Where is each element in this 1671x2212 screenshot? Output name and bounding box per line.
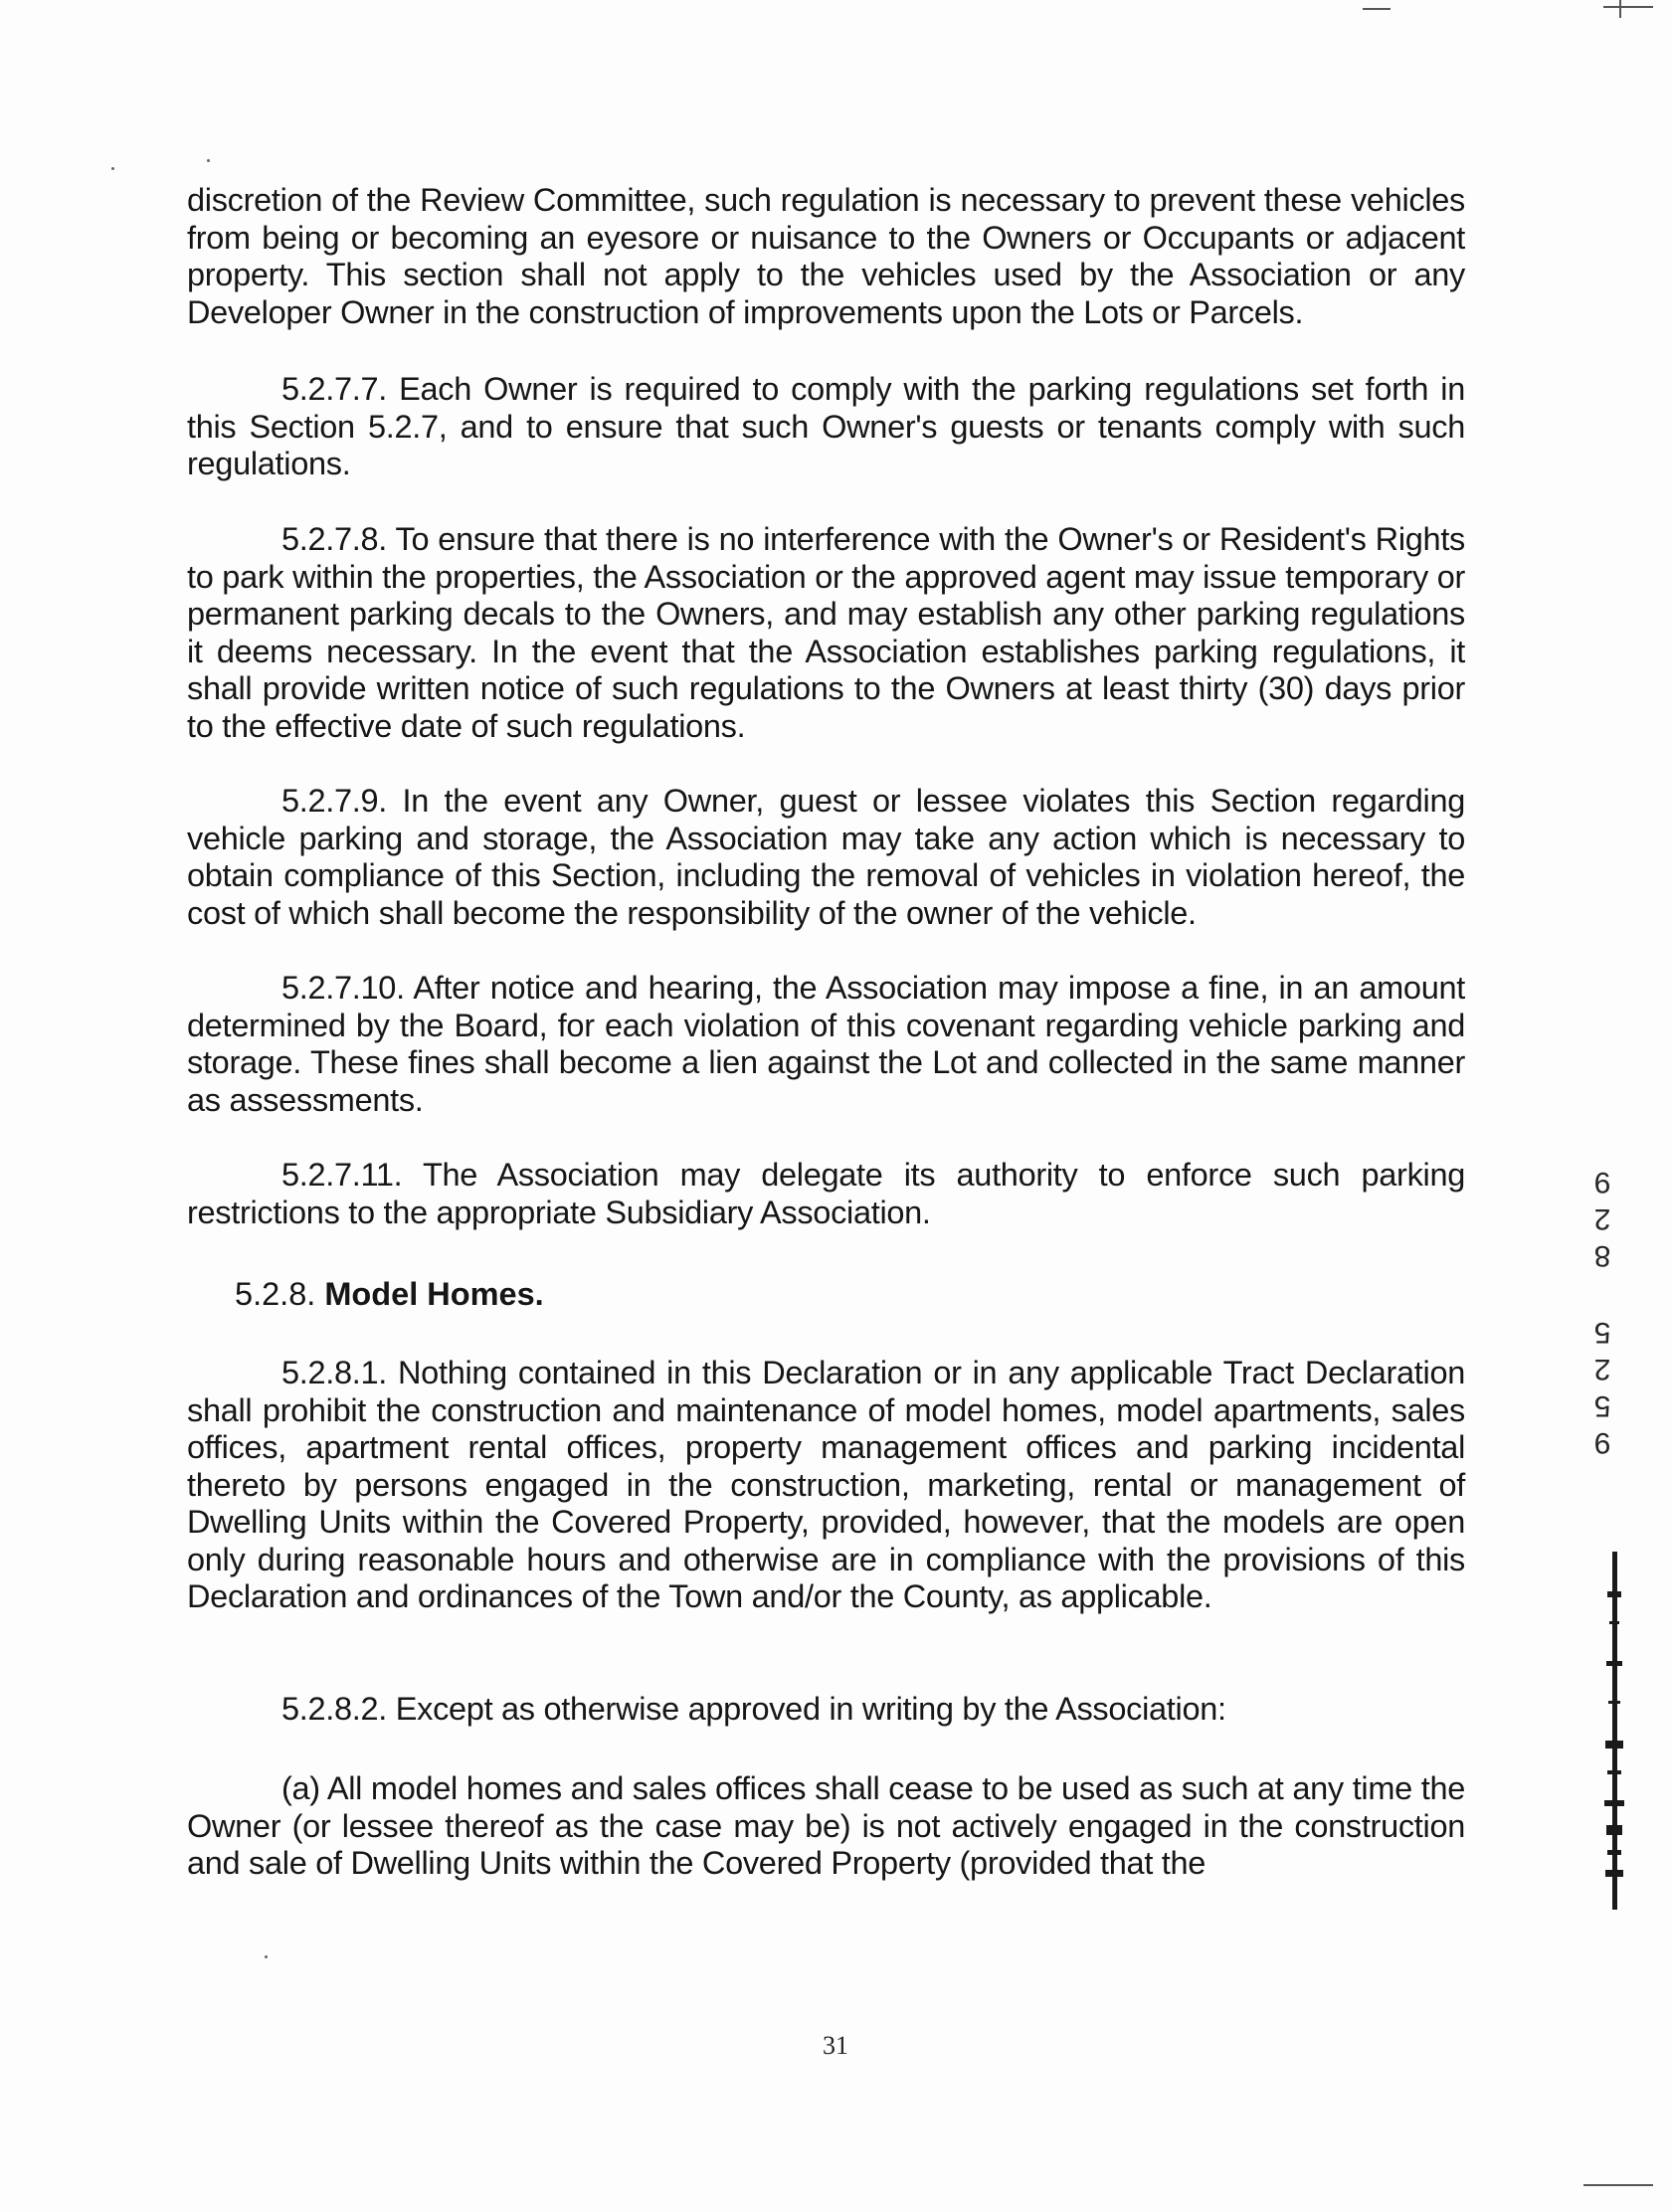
paragraph-text: 5.2.7.11. The Association may delegate its authority to enforce such parking restrictions to the appropriate Subsidiary Association. (187, 1157, 1465, 1230)
paragraph-5-2-7-9 (187, 783, 1465, 932)
stamp-digit: 2 (1593, 1353, 1611, 1385)
paragraph-text: discretion of the Review Committee, such regulation is necessary to prevent these vehicles from being or becoming an eyesore or nuisance to the Owners or Occupants or adjacent property. This section shall not apply to the vehicles used by the Association or any Developer Owner in the construction of improvements upon the Lots or Parcels. (187, 182, 1465, 330)
scan-mark (1583, 2184, 1653, 2186)
paragraph-5-2-7-11 (187, 1157, 1465, 1231)
stamp-digit: 5 (1593, 1316, 1611, 1349)
section-heading-model-homes (235, 1275, 544, 1313)
scan-mark (1603, 6, 1653, 8)
paragraph-5-2-8-1 (187, 1355, 1465, 1616)
paragraph-text: 5.2.8.2. Except as otherwise approved in writing by the Association: (281, 1691, 1226, 1727)
paragraph-5-2-8-2 (187, 1691, 1465, 1729)
scan-speck (265, 1955, 268, 1958)
paragraph-text: 5.2.7.10. After notice and hearing, the Association may impose a fine, in an amount determined by the Board, for each violation of this covenant regarding vehicle parking and storage. These fines shall become a lien against the Lot and collected in the same manner as assessments. (187, 970, 1465, 1118)
scan-mark (1619, 0, 1621, 18)
paragraph-text: 5.2.7.7. Each Owner is required to comply with the parking regulations set forth in this Section 5.2.7, and to ensure that such Owner's guests or tenants comply with such regulations. (187, 371, 1465, 481)
margin-barcode (1601, 1552, 1627, 1910)
paragraph-text: 5.2.7.9. In the event any Owner, guest or lessee violates this Section regarding vehicle parking and storage, the Association may take any action which is necessary to obtain compliance of this Section, including the removal of vehicles in violation hereof, the cost of which shall become the responsibility of the owner of the vehicle. (187, 783, 1465, 931)
paragraph-text: 5.2.8.1. Nothing contained in this Declaration or in any applicable Tract Declaration shall prohibit the construction and maintenance of model homes, model apartments, sales offices, apartment rental offices, property management offices and parking incidental thereto by persons engaged in the construction, marketing, rental or management of Dwelling Units within the Covered Property, provided, however, that the models are open only during reasonable hours and otherwise are in compliance with the provisions of this Declaration and ordinances of the Town and/or the County, as applicable. (187, 1355, 1465, 1614)
scan-mark (1363, 8, 1391, 10)
stamp-digit: 8 (1593, 1239, 1611, 1272)
stamp-digit: 9 (1593, 1426, 1611, 1459)
paragraph-5-2-7-10 (187, 970, 1465, 1119)
paragraph-text: (a) All model homes and sales offices shall cease to be used as such at any time the Owner (or lessee thereof as the case may be) is not actively engaged in the construction and sale of Dwelling Units within the Covered Property (provided that the (187, 1770, 1465, 1881)
paragraph-text: 5.2.7.8. To ensure that there is no interference with the Owner's or Resident's Rights to park within the properties, the Association or the approved agent may issue temporary or permanent parking decals to the Owners, and may establish any other parking regulations it deems necessary. In the event that the Association establishes parking regulations, it shall provide written notice of such regulations to the Owners at least thirty (30) days prior to the effective date of such regulations. (187, 521, 1465, 744)
stamp-digit: 5 (1593, 1389, 1611, 1422)
heading-number: 5.2.8. (235, 1276, 316, 1312)
stamp-digit: 9 (1593, 1166, 1611, 1198)
scan-speck (207, 159, 210, 162)
recording-stamp (1579, 1164, 1625, 1461)
paragraph-5-2-7-7 (187, 371, 1465, 483)
page-number: 31 (823, 2031, 848, 2060)
scan-speck (111, 167, 114, 170)
heading-title: Model Homes. (324, 1276, 544, 1312)
paragraph-5-2-8-2-a (187, 1770, 1465, 1883)
stamp-digit: 2 (1593, 1202, 1611, 1235)
paragraph-5-2-7-8 (187, 521, 1465, 745)
paragraph-vehicle-discretion (187, 182, 1465, 331)
